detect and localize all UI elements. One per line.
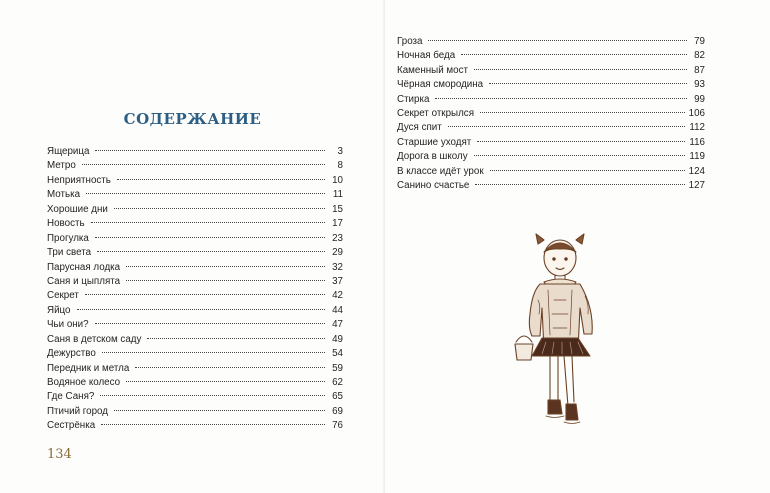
- toc-entry-page: 65: [332, 391, 343, 403]
- dot-leader: [97, 251, 325, 252]
- toc-entry: [397, 50, 705, 64]
- toc-entry-title: Саня в детском саду: [47, 333, 142, 345]
- toc-entry-title: Дорога в школу: [397, 151, 468, 163]
- toc-entry: [47, 189, 343, 203]
- girl-with-bucket-illustration: [510, 230, 620, 440]
- toc-entry-page: 79: [694, 36, 705, 47]
- toc-entry: [397, 36, 705, 50]
- toc-entry-page: 29: [332, 247, 343, 259]
- toc-entry-page: 69: [332, 405, 343, 417]
- toc-entry-title: Прогулка: [47, 232, 89, 244]
- toc-entry: [47, 406, 343, 420]
- dot-leader: [102, 352, 325, 353]
- toc-entry-page: 124: [688, 165, 705, 177]
- dot-leader: [435, 98, 687, 99]
- toc-entry-title: Яйцо: [47, 304, 71, 316]
- toc-list-left: [47, 146, 343, 435]
- page-number: 134: [47, 447, 72, 462]
- toc-entry-title: Ночная беда: [397, 50, 456, 62]
- dot-leader: [95, 150, 325, 151]
- toc-entry-page: 76: [332, 420, 343, 432]
- toc-entry-title: Дуся спит: [397, 122, 442, 134]
- toc-entry-page: 32: [332, 261, 343, 273]
- toc-entry: [47, 420, 343, 434]
- toc-entry-title: Хорошие дни: [47, 203, 108, 215]
- toc-entry-page: 15: [332, 203, 343, 215]
- toc-entry: [397, 151, 705, 165]
- toc-entry-title: Неприятность: [47, 174, 111, 186]
- dot-leader: [95, 237, 325, 238]
- dot-leader: [135, 367, 325, 368]
- dot-leader: [147, 338, 325, 339]
- toc-entry: [47, 233, 343, 247]
- toc-entry: [397, 79, 705, 93]
- dot-leader: [126, 381, 325, 382]
- dot-leader: [91, 222, 325, 223]
- dot-leader: [95, 323, 325, 324]
- dot-leader: [86, 193, 325, 194]
- toc-entry-page: 49: [332, 333, 343, 345]
- toc-entry-page: 82: [694, 50, 705, 62]
- toc-entry-page: 119: [689, 151, 705, 163]
- right-page: [385, 0, 770, 493]
- dot-leader: [85, 294, 325, 295]
- toc-entry-title: Гроза: [397, 36, 423, 47]
- dot-leader: [126, 266, 325, 267]
- toc-entry-page: 17: [332, 218, 343, 230]
- toc-entry-title: Секрет открылся: [397, 107, 475, 119]
- toc-entry-page: 23: [332, 232, 343, 244]
- toc-entry-title: Парусная лодка: [47, 261, 121, 273]
- dot-leader: [489, 83, 687, 84]
- toc-entry: [47, 204, 343, 218]
- toc-entry-title: Где Саня?: [47, 391, 95, 403]
- dot-leader: [82, 164, 325, 165]
- toc-entry-title: Стирка: [397, 93, 430, 105]
- toc-entry: [47, 247, 343, 261]
- toc-entry: [47, 377, 343, 391]
- dot-leader: [477, 141, 685, 142]
- toc-entry-page: 62: [332, 377, 343, 388]
- toc-entry-page: 106: [688, 107, 705, 119]
- toc-entry-page: 44: [332, 304, 343, 316]
- dot-leader: [77, 309, 326, 310]
- toc-entry: [47, 305, 343, 319]
- toc-entry: [47, 218, 343, 232]
- toc-entry-page: 127: [688, 179, 705, 191]
- toc-entry-page: 8: [337, 160, 343, 172]
- toc-entry-page: 54: [332, 348, 343, 360]
- toc-entry-page: 3: [337, 146, 343, 157]
- toc-entry-title: Дежурство: [47, 348, 96, 360]
- toc-entry-page: 116: [689, 136, 705, 148]
- toc-entry: [397, 137, 705, 151]
- dot-leader: [474, 155, 686, 156]
- toc-entry-page: 59: [332, 362, 343, 374]
- toc-entry: [47, 262, 343, 276]
- toc-entry-title: Старшие уходят: [397, 136, 472, 148]
- dot-leader: [475, 184, 684, 185]
- toc-entry: [397, 108, 705, 122]
- toc-entry: [397, 65, 705, 79]
- toc-entry-title: Водяное колесо: [47, 377, 121, 388]
- toc-entry-title: Птичий город: [47, 405, 108, 417]
- toc-list-right: [397, 36, 705, 194]
- dot-leader: [448, 126, 686, 127]
- toc-entry-title: Мотька: [47, 189, 81, 201]
- dot-leader: [114, 410, 325, 411]
- toc-entry-page: 87: [694, 64, 705, 76]
- toc-entry-page: 10: [332, 174, 343, 186]
- toc-entry: [47, 391, 343, 405]
- toc-entry: [397, 166, 705, 180]
- toc-entry: [47, 348, 343, 362]
- toc-entry: [397, 180, 705, 194]
- toc-entry: [47, 276, 343, 290]
- toc-entry-title: Три света: [47, 247, 92, 259]
- toc-entry-title: Чёрная смородина: [397, 79, 484, 91]
- dot-leader: [461, 54, 687, 55]
- toc-entry-title: Метро: [47, 160, 76, 172]
- dot-leader: [100, 395, 325, 396]
- toc-entry-page: 47: [332, 319, 343, 331]
- toc-entry-title: Саня и цыплята: [47, 275, 121, 287]
- toc-entry: [47, 319, 343, 333]
- toc-entry-page: 99: [694, 93, 705, 105]
- dot-leader: [480, 112, 685, 113]
- toc-entry-title: Ящерица: [47, 146, 90, 157]
- contents-title: СОДЕРЖАНИЕ: [123, 110, 262, 128]
- toc-entry: [47, 334, 343, 348]
- toc-entry: [47, 290, 343, 304]
- toc-entry-title: Сестрёнка: [47, 420, 96, 432]
- dot-leader: [428, 40, 687, 41]
- toc-entry: [47, 363, 343, 377]
- toc-entry-page: 11: [332, 189, 343, 201]
- toc-entry-title: Санино счастье: [397, 179, 470, 191]
- dot-leader: [126, 280, 325, 281]
- toc-entry: [47, 146, 343, 160]
- toc-entry-title: В классе идёт урок: [397, 165, 484, 177]
- dot-leader: [117, 179, 325, 180]
- toc-entry: [397, 122, 705, 136]
- toc-entry-title: Новость: [47, 218, 85, 230]
- toc-entry: [397, 94, 705, 108]
- dot-leader: [474, 69, 687, 70]
- toc-entry-page: 93: [694, 79, 705, 91]
- toc-entry-title: Передник и метла: [47, 362, 130, 374]
- toc-entry-page: 42: [332, 290, 343, 302]
- toc-entry: [47, 160, 343, 174]
- toc-entry-page: 112: [689, 122, 705, 134]
- dot-leader: [490, 170, 685, 171]
- dot-leader: [114, 208, 325, 209]
- toc-entry-title: Каменный мост: [397, 64, 468, 76]
- toc-entry-title: Чьи они?: [47, 319, 89, 331]
- toc-entry: [47, 175, 343, 189]
- toc-entry-page: 37: [332, 275, 343, 287]
- dot-leader: [101, 424, 325, 425]
- toc-entry-title: Секрет: [47, 290, 79, 302]
